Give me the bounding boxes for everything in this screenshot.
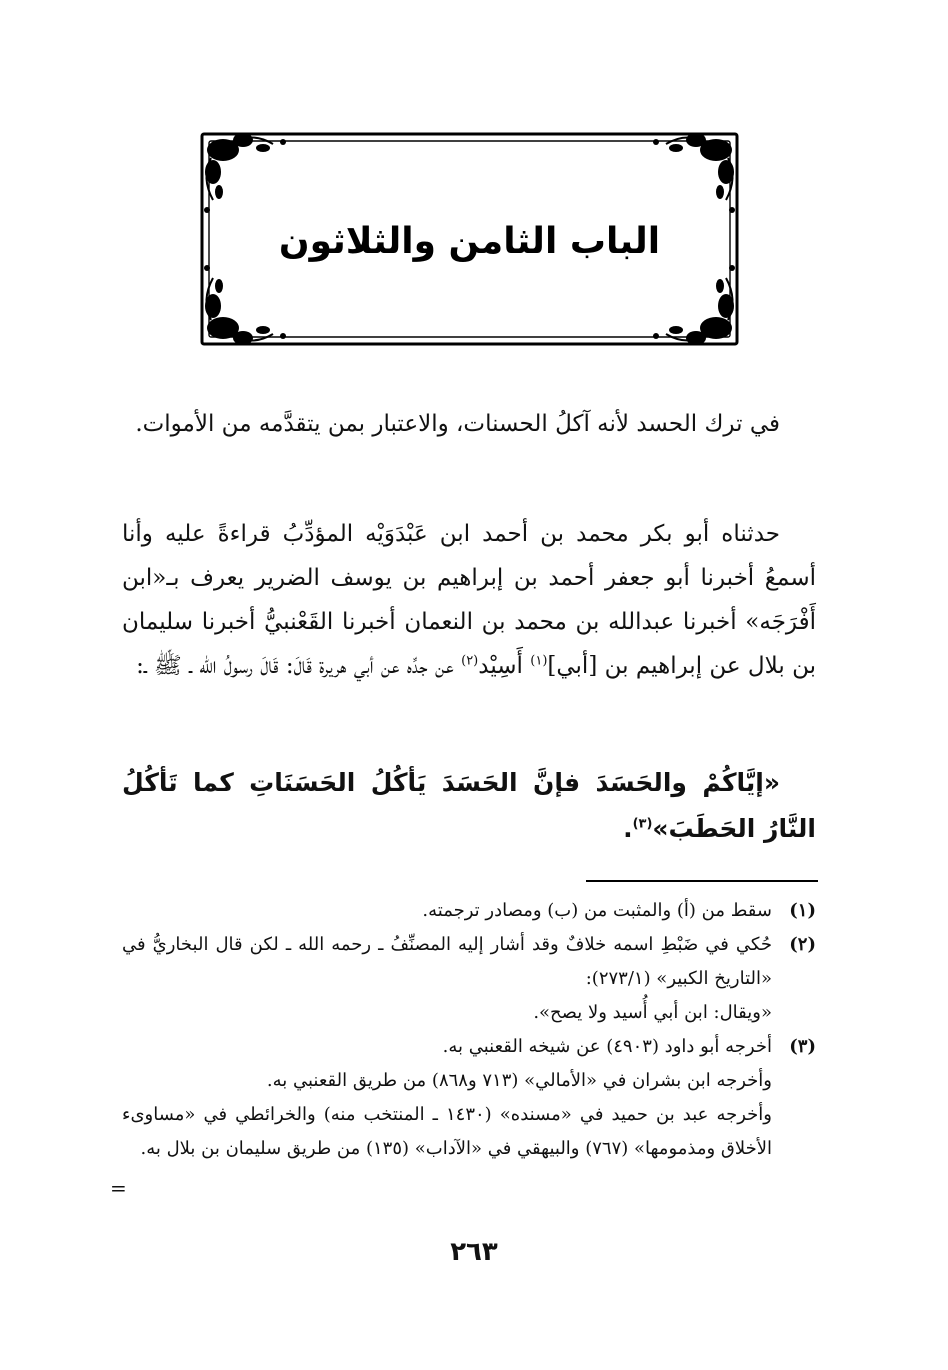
hadith-paragraph <box>122 760 816 852</box>
isnad-paragraph <box>122 512 816 688</box>
page-number: ٢٦٣ <box>450 1237 498 1267</box>
footnote-2-text: حُكي في ضَبْطِ اسمه خلافٌ وقد أشار إليه المصنِّفُ ـ رحمه الله ـ لكن قال البخاريُّ في «التاريخ الكبير» (٢٧٣/١): <box>122 934 772 989</box>
chapter-subject-paragraph <box>122 402 816 446</box>
footnote-2-quote: «ويقال: ابن أبي أُسيد ولا يصح». <box>533 1002 772 1023</box>
footnote-3-number: (٣) <box>789 1036 816 1057</box>
flower-ornament-bottom-left <box>204 265 286 345</box>
hadith-text: «إيَّاكُمْ والحَسَدَ فإنَّ الحَسَدَ يَأكُلُ الحَسَنَاتِ كما تَأكُلُ النَّارُ الحَطَبَ» <box>122 768 816 843</box>
isnad-text-part2: أَسِيْد <box>478 653 531 679</box>
footnote-ref-2[interactable]: (٢) <box>461 653 479 669</box>
isnad-text-part1: حدثناه أبو بكر محمد بن أحمد ابن عَبْدَوَيْه المؤدِّبُ قراءةً عليه وأنا أسمعُ أخبرنا أبو جعفر أحمد بن إبراهيم بن يوسف الضرير يعرف بـ«ابن أَفْرَجَه» أخبرنا عبدالله بن محمد بن النعمان أخبرنا القَعْنبيُّ أخبرنا سليمان بن بلال عن إبراهيم بن [أبي] <box>122 521 816 679</box>
chapter-header-frame <box>196 128 743 350</box>
footnote-3-line2: وأخرجه ابن بشران في «الأمالي» (٧١٣ و٨٦٨) من طريق القعنبي به. <box>266 1070 772 1091</box>
footnote-3-body <box>122 1030 772 1166</box>
flower-ornament-bottom-right <box>653 265 735 345</box>
footnote-3-line3: وأخرجه عبد بن حميد في «مسنده» (١٤٣٠ ـ المنتخب منه) والخرائطي في «مساوىء الأخلاق ومذمومها» (٧٦٧) والبيهقي في «الآداب» (١٣٥) من طريق سليمان بن بلال به. <box>122 1104 772 1159</box>
footnotes-section <box>122 894 816 1166</box>
footnote-1-number: (١) <box>789 900 816 921</box>
footnote-3-line1: أخرجه أبو داود (٤٩٠٣) عن شيخه القعنبي به. <box>442 1036 772 1057</box>
footnote-1 <box>122 894 816 928</box>
flower-ornament-top-left <box>204 133 286 213</box>
footnote-ref-1[interactable]: (١) <box>530 653 548 669</box>
flower-ornament-top-right <box>653 133 735 213</box>
footnote-3 <box>122 1030 816 1166</box>
isnad-text-part3: عن جدِّه عن أبي هريرة قَالَ: قَالَ رسولُ الله ـ ﷺ ـ: <box>136 653 462 679</box>
hadith-end-punctuation: . <box>623 814 633 843</box>
chapter-title: الباب الثامن والثلاثون <box>278 221 661 262</box>
footnote-2-number: (٢) <box>789 934 816 955</box>
footnote-1-text: سقط من (أ) والمثبت من (ب) ومصادر ترجمته. <box>422 900 772 921</box>
footnote-2-body <box>122 928 772 1030</box>
footnote-ref-3[interactable]: (٣) <box>632 816 653 832</box>
footnote-separator <box>586 880 818 882</box>
footnote-2 <box>122 928 816 1030</box>
chapter-subject-text: في ترك الحسد لأنه آكلُ الحسنات، والاعتبار بمن يتقدَّمه من الأموات. <box>135 411 780 437</box>
footnote-continuation-mark: = <box>110 1176 127 1200</box>
